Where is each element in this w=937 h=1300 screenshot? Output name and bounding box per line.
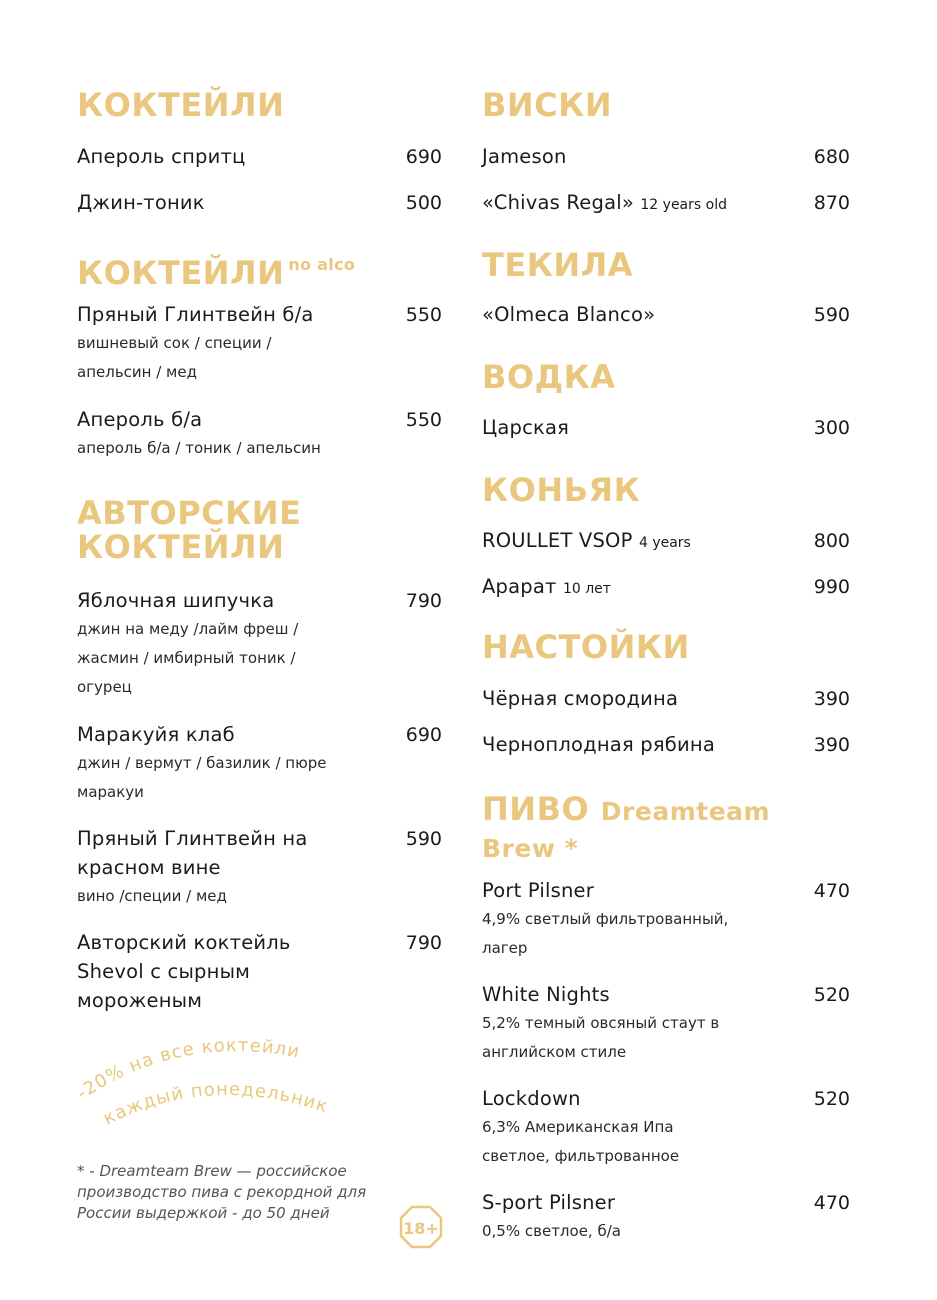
section-title-sup: no alco: [288, 255, 356, 274]
item-name: Чёрная смородина: [482, 687, 679, 710]
menu-item: [482, 572, 850, 604]
section-title-text: КОКТЕЙЛИ: [77, 254, 285, 292]
section-title-line1: АВТОРСКИЕ: [77, 494, 302, 532]
item-name: Маракуйя клаб: [77, 723, 235, 746]
age-badge-text: 18+: [403, 1219, 439, 1238]
item-description: вино /специи / мед: [77, 887, 227, 905]
item-price: 390: [813, 734, 850, 756]
item-name: [482, 572, 850, 604]
footnote: * - Dreamteam Brew — российское производство пива с рекордной для России выдержкой - до 50 дней: [77, 1162, 367, 1222]
item-description: 5,2% темный овсяный стаут в английском стиле: [482, 1014, 720, 1061]
item-name: [482, 526, 850, 558]
section-title-author-cocktails: [77, 496, 301, 564]
menu-item: [482, 876, 850, 963]
item-price: 520: [813, 984, 850, 1006]
item-price: 550: [405, 304, 442, 326]
section-title-beer: [482, 792, 770, 866]
item-name: Jameson: [482, 145, 567, 168]
item-name: White Nights: [482, 983, 610, 1006]
item-name: Lockdown: [482, 1087, 581, 1110]
item-price: 690: [405, 724, 442, 746]
item-name-text: ROULLET VSOP: [482, 529, 633, 552]
item-description: вишневый сок / специи / апельсин / мед: [77, 334, 272, 381]
menu-item: [77, 142, 442, 171]
menu-item: [77, 928, 442, 1015]
item-name: Port Pilsner: [482, 879, 594, 902]
promo-line2: каждый понедельник: [99, 1078, 332, 1130]
section-title-vodka: ВОДКА: [482, 358, 616, 396]
item-price: 690: [405, 146, 442, 168]
menu-item: [482, 1084, 850, 1171]
promo-curved-text: [72, 1030, 372, 1140]
item-name: Яблочная шипучка: [77, 589, 275, 612]
menu-item: [482, 730, 850, 759]
menu-item: [77, 586, 442, 702]
item-description: джин на меду /лайм фреш / жасмин / имбирный тоник / огурец: [77, 620, 299, 696]
item-name: [482, 188, 850, 220]
section-title-tequila: ТЕКИЛА: [482, 246, 633, 284]
menu-item: [482, 526, 850, 558]
menu-item: [482, 188, 850, 220]
item-price: 680: [813, 146, 850, 168]
section-title-cocktails-noalco: [77, 248, 355, 290]
item-description: апероль б/а / тоник / апельсин: [77, 439, 321, 457]
section-title-liqueurs: НАСТОЙКИ: [482, 628, 690, 666]
menu-item: [482, 300, 850, 329]
section-title-brand-line2: Brew *: [482, 834, 579, 863]
item-price: 500: [405, 192, 442, 214]
item-name: Джин-тоник: [77, 191, 205, 214]
menu-item: [77, 720, 442, 807]
section-title-whisky: ВИСКИ: [482, 86, 613, 124]
item-price: 470: [813, 1192, 850, 1214]
item-name: Царская: [482, 416, 570, 439]
item-description: 4,9% светлый фильтрованный, лагер: [482, 910, 729, 957]
item-price: 300: [813, 417, 850, 439]
section-title-text: ПИВО: [482, 790, 590, 828]
item-price: 550: [405, 409, 442, 431]
item-name: Пряный Глинтвейн б/а: [77, 303, 314, 326]
item-price: 990: [813, 576, 850, 598]
item-price: 870: [813, 192, 850, 214]
item-name: S-port Pilsner: [482, 1191, 616, 1214]
menu-item: [77, 300, 442, 387]
item-price: 590: [405, 828, 442, 850]
item-price: 470: [813, 880, 850, 902]
item-price: 520: [813, 1088, 850, 1110]
item-price: 790: [405, 932, 442, 954]
menu-item: [77, 405, 442, 463]
item-name-note: 12 years old: [640, 197, 727, 213]
section-title-brand: Dreamteam: [600, 797, 771, 826]
menu-item: [482, 413, 850, 442]
item-name-note: 10 лет: [562, 581, 611, 597]
item-price: 790: [405, 590, 442, 612]
item-price: 390: [813, 688, 850, 710]
item-name: Апероль спритц: [77, 145, 246, 168]
age-badge: [399, 1205, 443, 1249]
menu-item: [482, 684, 850, 713]
section-title-cocktails: КОКТЕЙЛИ: [77, 86, 285, 124]
item-description: 0,5% светлое, б/а: [482, 1222, 621, 1240]
section-title-cognac: КОНЬЯК: [482, 471, 641, 509]
item-name: Апероль б/а: [77, 408, 203, 431]
item-name: Авторский коктейль Shevol с сырным мороженым: [77, 931, 291, 1012]
item-name: Пряный Глинтвейн на красном вине: [77, 827, 308, 879]
menu-item: [482, 142, 850, 171]
item-price: 800: [813, 530, 850, 552]
item-name-text: «Chivas Regal»: [482, 191, 634, 214]
menu-item: [77, 188, 442, 217]
menu-item: [77, 824, 442, 911]
item-name-text: Арарат: [482, 575, 557, 598]
item-name: Черноплодная рябина: [482, 733, 715, 756]
item-name-note: 4 years: [638, 535, 691, 551]
menu-item: [482, 1188, 850, 1246]
section-title-line2: КОКТЕЙЛИ: [77, 528, 285, 566]
item-description: джин / вермут / базилик / пюре маракуи: [77, 754, 327, 801]
item-description: 6,3% Американская Ипа светлое, фильтрованное: [482, 1118, 680, 1165]
item-name: «Olmeca Blanco»: [482, 303, 656, 326]
item-price: 590: [813, 304, 850, 326]
promo-line1: -20% на все коктейли: [73, 1035, 302, 1105]
menu-item: [482, 980, 850, 1067]
svg-text:каждый понедельник: [100, 1079, 331, 1129]
